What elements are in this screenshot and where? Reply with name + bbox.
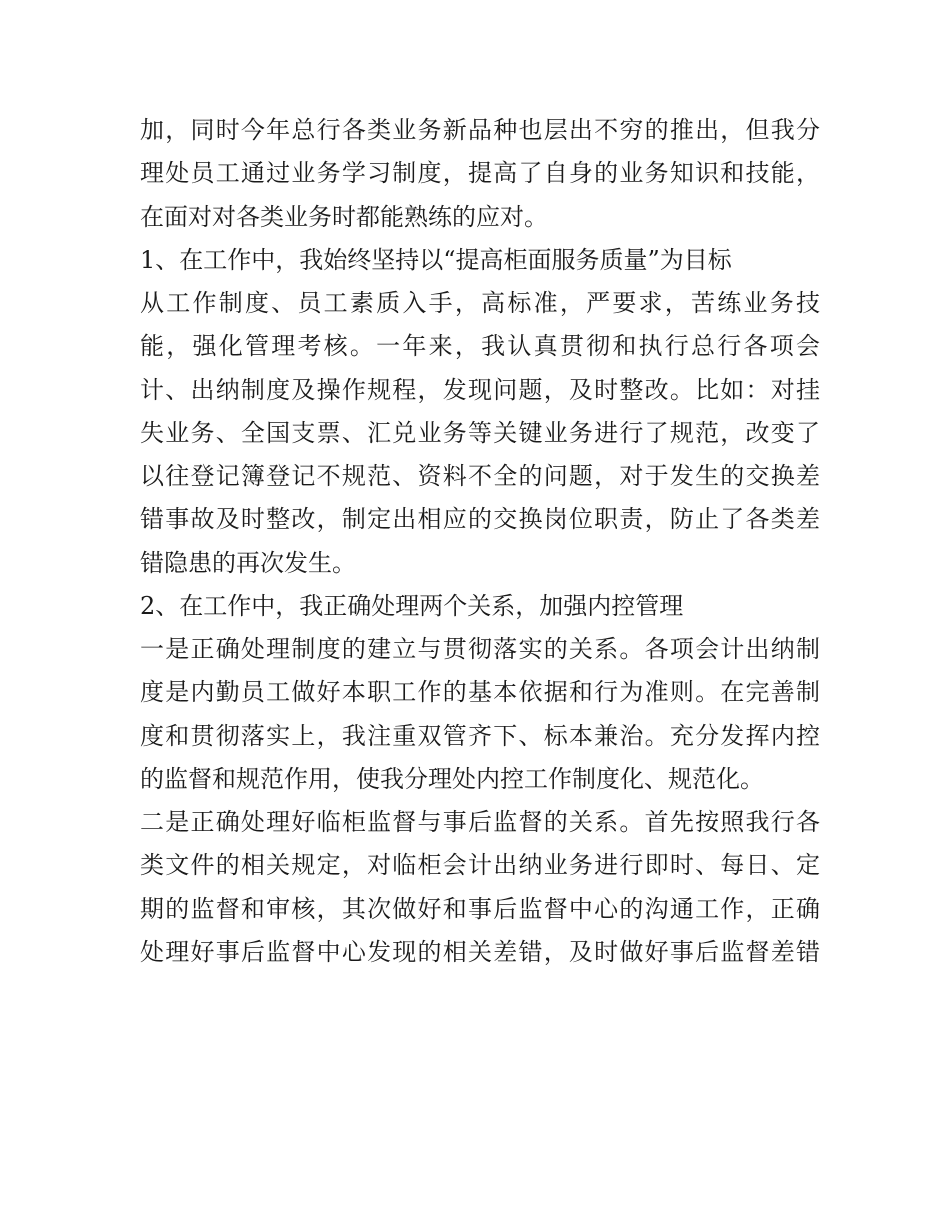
text-line: 计、出纳制度及操作规程，发现问题，及时整改。比如：对挂 <box>140 375 820 404</box>
text-line: 从工作制度、员工素质入手，高标准，严要求，苦练业务技 <box>140 289 820 317</box>
section-heading: 2、在工作中，我正确处理两个关系，加强内控管理 <box>140 591 684 620</box>
text-line: 度是内勤员工做好本职工作的基本依据和行为准则。在完善制 <box>140 678 820 707</box>
text-line: 失业务、全国支票、汇兑业务等关键业务进行了规范，改变了 <box>140 418 820 447</box>
text-line: 的监督和规范作用，使我分理处内控工作制度化、规范化。 <box>140 764 764 793</box>
text-line: 错隐患的再次发生。 <box>140 548 356 577</box>
text-line: 二是正确处理好临柜监督与事后监督的关系。首先按照我行各 <box>140 808 820 836</box>
text-line: 在面对对各类业务时都能熟练的应对。 <box>140 202 548 231</box>
text-line: 类文件的相关规定，对临柜会计出纳业务进行即时、每日、定 <box>140 851 820 880</box>
text-line: 度和贯彻落实上，我注重双管齐下、标本兼治。充分发挥内控 <box>140 721 820 750</box>
text-line: 处理好事后监督中心发现的相关差错，及时做好事后监督差错 <box>140 937 820 966</box>
text-line: 期的监督和审核，其次做好和事后监督中心的沟通工作，正确 <box>140 894 820 923</box>
text-line: 加，同时今年总行各类业务新品种也层出不穷的推出，但我分 <box>140 116 820 144</box>
text-line: 能，强化管理考核。一年来，我认真贯彻和执行总行各项会 <box>140 332 820 361</box>
text-line: 以往登记簿登记不规范、资料不全的问题，对于发生的交换差 <box>140 462 820 490</box>
text-line: 错事故及时整改，制定出相应的交换岗位职责，防止了各类差 <box>140 505 820 534</box>
text-line: 理处员工通过业务学习制度，提高了自身的业务知识和技能， <box>140 159 820 188</box>
document-page <box>140 110 820 975</box>
section-heading: 1、在工作中，我始终坚持以“提高柜面服务质量”为目标 <box>140 245 732 274</box>
text-line: 一是正确处理制度的建立与贯彻落实的关系。各项会计出纳制 <box>140 635 820 663</box>
